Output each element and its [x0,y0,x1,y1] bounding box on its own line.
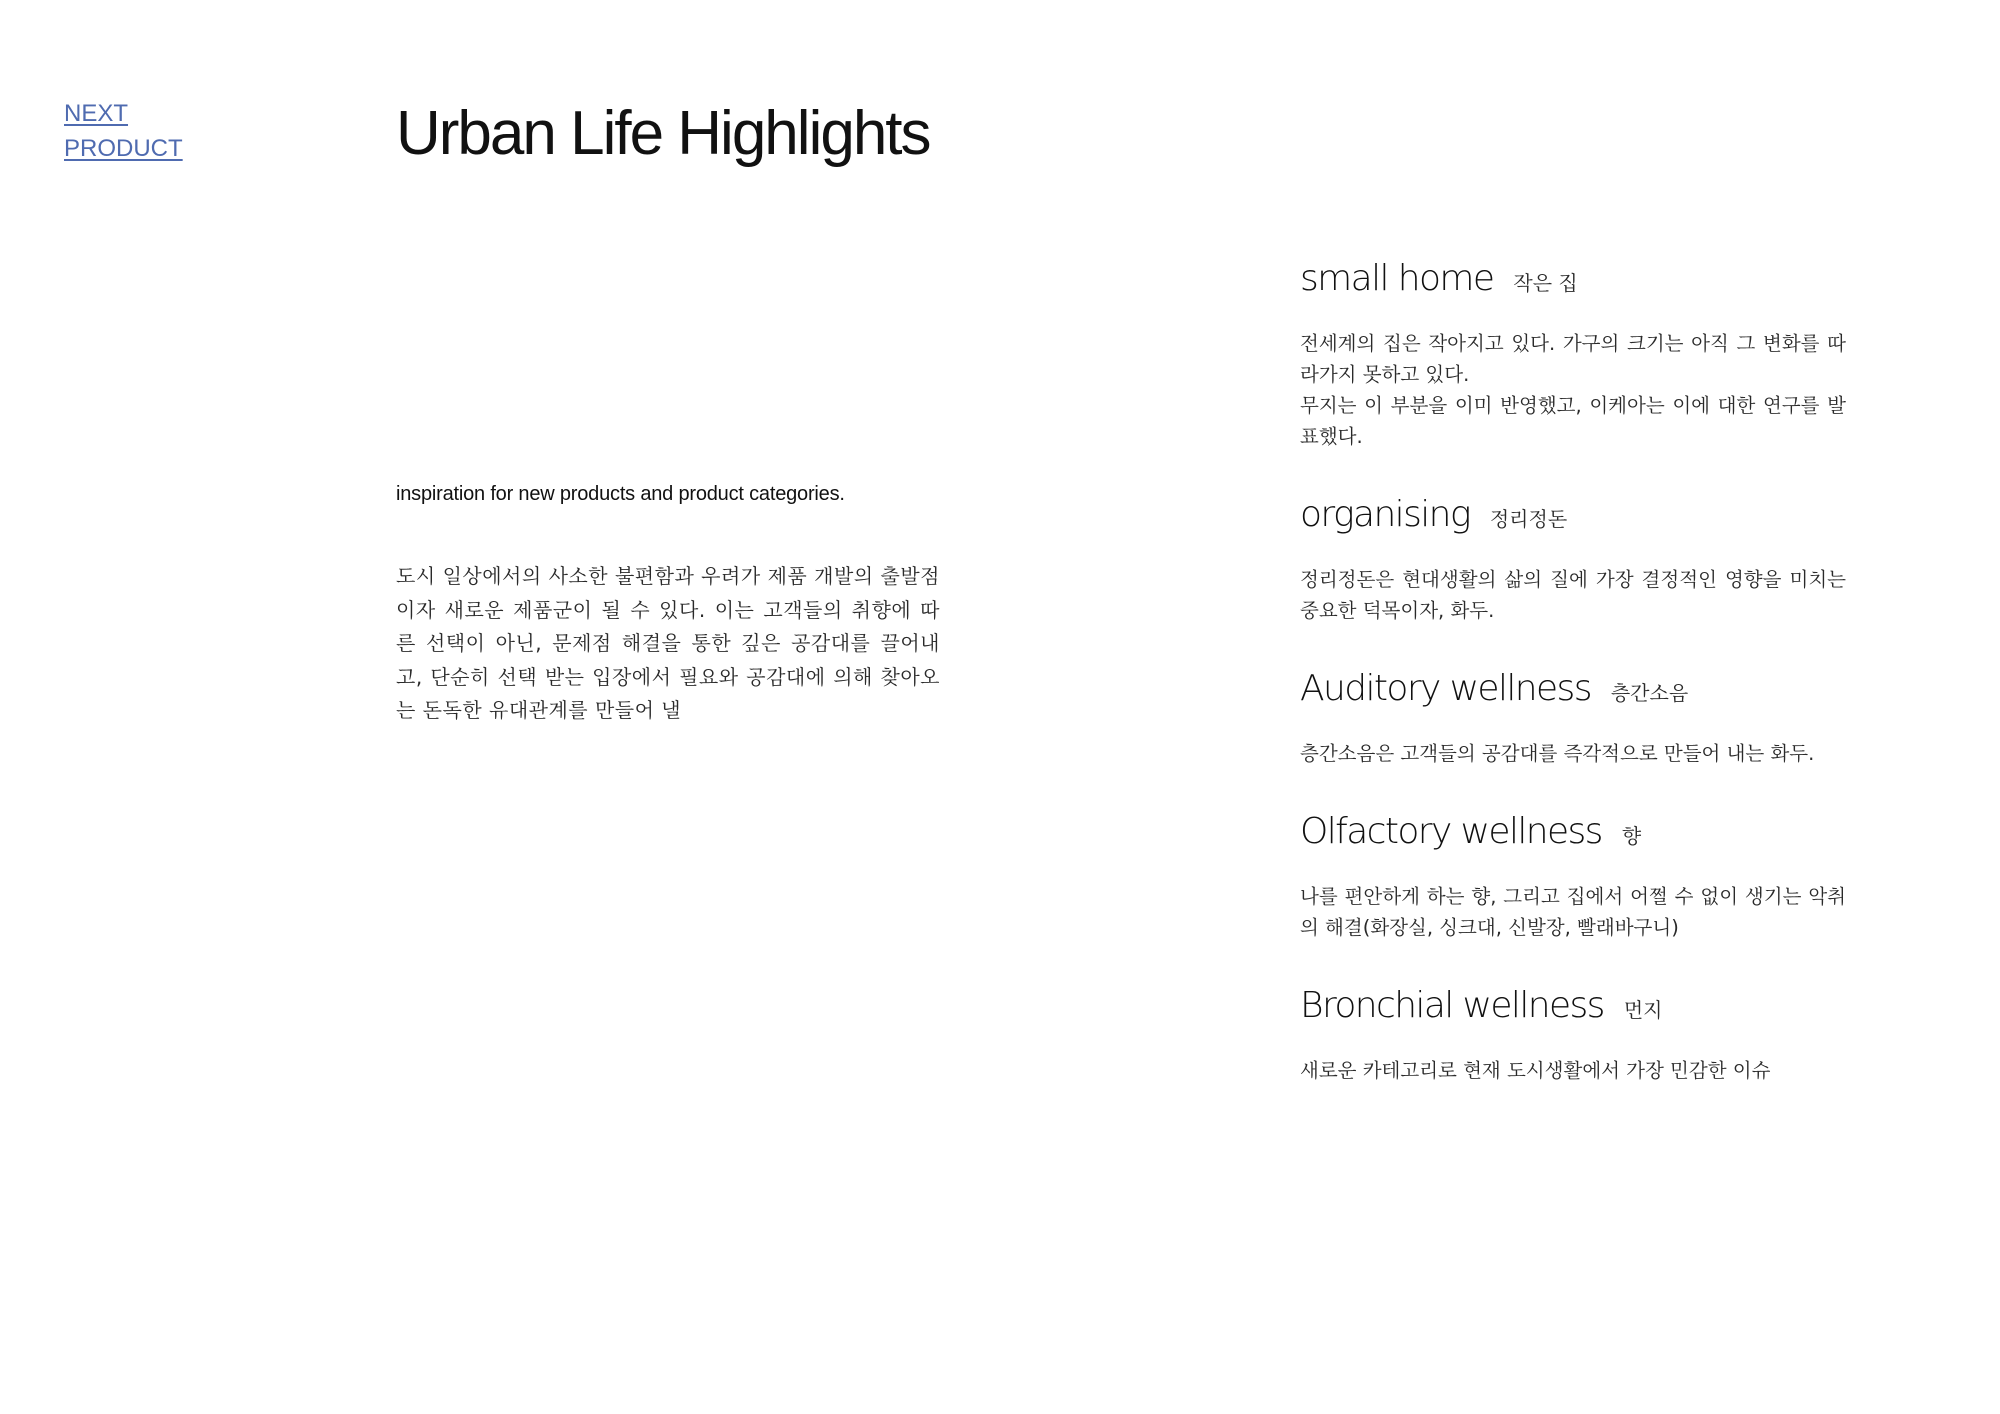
topic-subtitle: 작은 집 [1513,271,1578,295]
topic-body [1300,564,1846,626]
topic-subtitle: 향 [1621,824,1642,848]
topic-body-line: 무지는 이 부분을 이미 반영했고, 이케아는 이에 대한 연구를 발표했다. [1300,394,1846,448]
topic-body-line: 층간소음은 고객들의 공감대를 즉각적으로 만들어 내는 화두. [1300,742,1815,765]
topic-heading [1300,811,1846,871]
topic-list [1300,258,1846,1128]
topic-body [1300,738,1846,769]
topic-small-home [1300,258,1846,452]
page-title: Urban Life Highlights [396,99,930,168]
next-product-link-line2: PRODUCT [64,135,183,162]
topic-body [1300,1055,1846,1086]
topic-title: Auditory wellness [1300,668,1591,709]
topic-heading [1300,494,1846,554]
topic-body [1300,328,1846,452]
topic-auditory-wellness [1300,668,1846,769]
topic-title: organising [1300,494,1470,535]
topic-body [1300,881,1846,943]
topic-body-line: 나를 편안하게 하는 향, 그리고 집에서 어쩔 수 없이 생기는 악취의 해결(화장실, 싱크대, 신발장, 빨래바구니) [1300,885,1846,939]
next-product-link[interactable] [64,96,224,166]
topic-heading [1300,668,1846,728]
topic-bronchial-wellness [1300,985,1846,1086]
topic-body-line: 정리정돈은 현대생활의 삶의 질에 가장 결정적인 영향을 미치는 중요한 덕목이자, 화두. [1300,568,1846,622]
topic-title: Olfactory wellness [1300,811,1602,852]
next-product-link-line1: NEXT [64,100,129,127]
topic-title: Bronchial wellness [1300,985,1604,1026]
topic-olfactory-wellness [1300,811,1846,943]
topic-title: small home [1300,258,1494,299]
topic-subtitle: 정리정돈 [1489,507,1568,531]
topic-body-line: 전세계의 집은 작아지고 있다. 가구의 크기는 아직 그 변화를 따라가지 못하고 있다. [1300,332,1846,386]
topic-organising [1300,494,1846,626]
topic-heading [1300,985,1846,1045]
topic-subtitle: 먼지 [1623,998,1663,1022]
intro-korean-paragraph: 도시 일상에서의 사소한 불편함과 우려가 제품 개발의 출발점이자 새로운 제품군이 될 수 있다. 이는 고객들의 취향에 따른 선택이 아닌, 문제점 해결을 통한 깊은 공감대를 끌어내고, 단순히 선택 받는 입장에서 필요와 공감대에 의해 찾아오는 돈독한 유대관계를 만들어 낼 [396,564,940,722]
topic-heading [1300,258,1846,318]
topic-body-line: 새로운 카테고리로 현재 도시생활에서 가장 민감한 이슈 [1300,1059,1771,1082]
topic-subtitle: 층간소음 [1610,681,1689,705]
intro-english-text: inspiration for new products and product categories. [396,483,845,505]
